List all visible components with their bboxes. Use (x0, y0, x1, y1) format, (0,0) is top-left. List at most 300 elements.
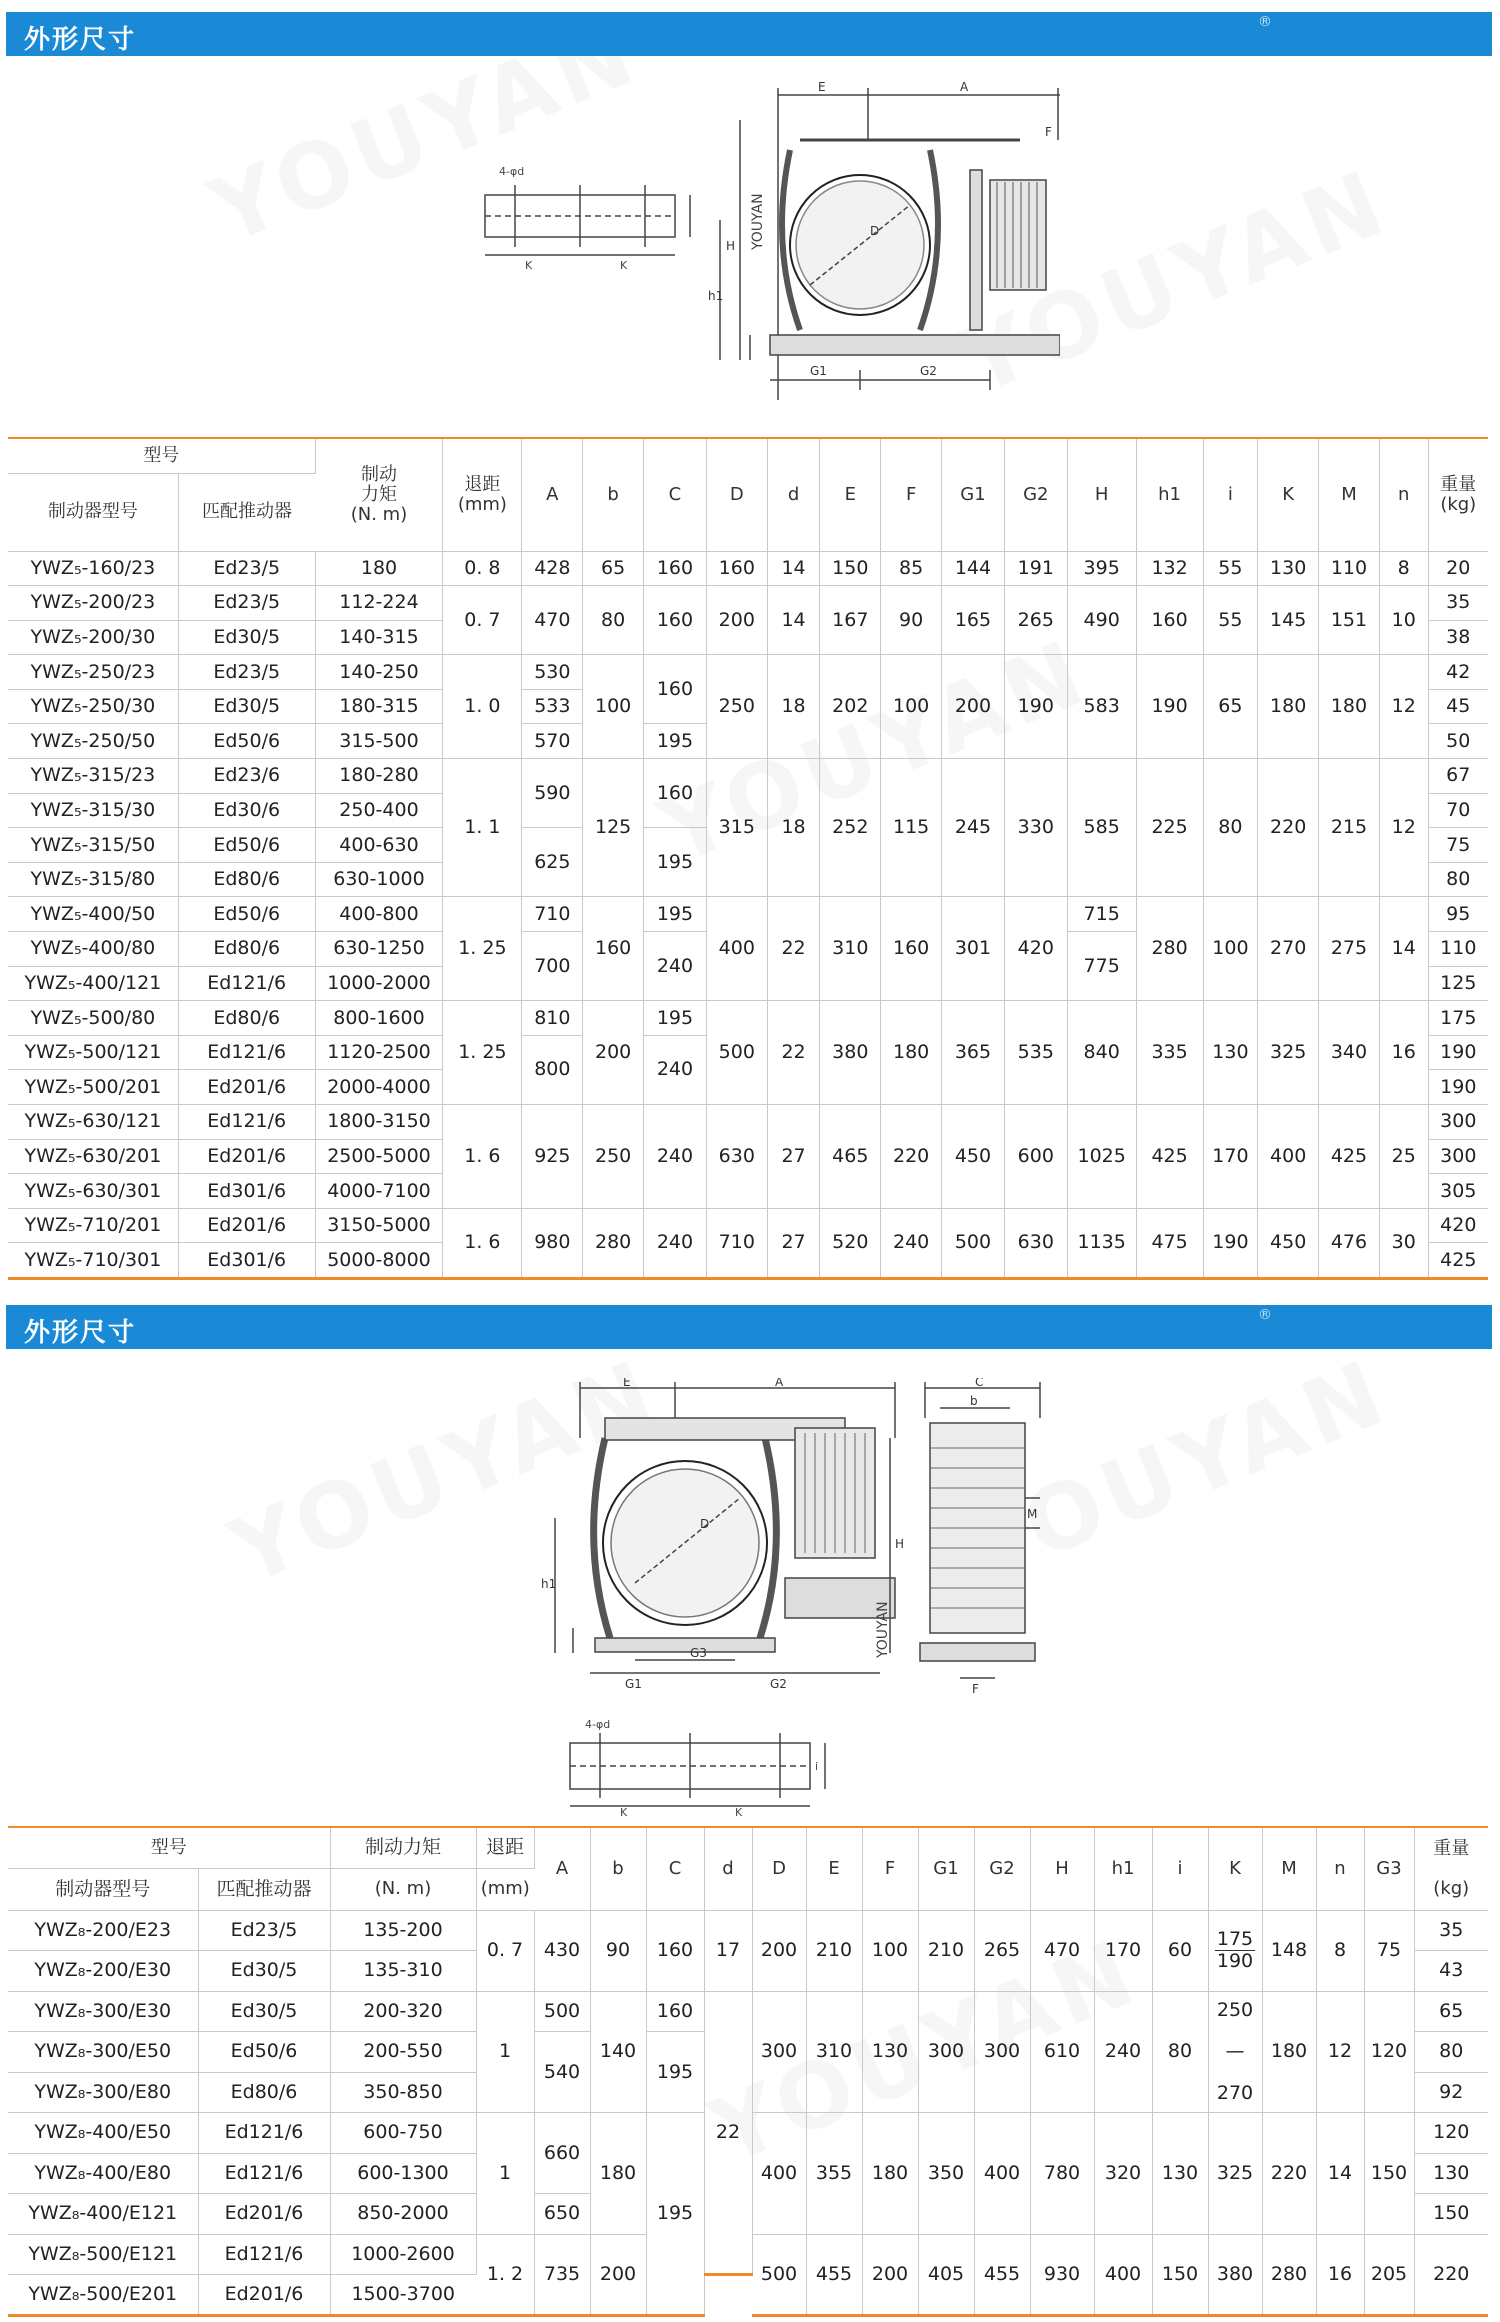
header-gap: 退距 (mm) (443, 439, 522, 551)
table-cell: Ed121/6 (198, 2234, 330, 2275)
table-cell: 200 (583, 1001, 644, 1105)
table-cell: 630 (706, 1105, 767, 1209)
table-cell: 395 (1067, 551, 1136, 586)
table-cell: 180 (1319, 655, 1380, 759)
table-cell: 110 (1428, 932, 1488, 967)
table-cell: 80 (1152, 1991, 1208, 2113)
table-cell: 60 (1152, 1910, 1208, 1991)
table-cell: 191 (1004, 551, 1067, 586)
table-cell: 1500-3700 (330, 2275, 476, 2316)
table-cell: 22 (767, 1001, 820, 1105)
registered-mark: ® (1258, 14, 1272, 30)
table-cell: 1000-2000 (315, 966, 443, 1001)
table-cell: 45 (1428, 689, 1488, 724)
table-cell: 1. 0 (443, 655, 522, 759)
table-cell: Ed201/6 (178, 1139, 315, 1174)
table-cell: 170 (1094, 1910, 1152, 1991)
table-cell: 280 (583, 1208, 644, 1277)
table-cell: 90 (881, 586, 942, 655)
table-cell: 320 (1094, 2113, 1152, 2235)
header-torque: 制动 力矩 (N. m) (315, 439, 443, 551)
table-cell: 735 (534, 2234, 590, 2315)
table-cell: 840 (1067, 1001, 1136, 1105)
table-cell: 1000-2600 (330, 2234, 476, 2275)
registered-mark: ® (1258, 1307, 1272, 1323)
table-cell: 630 (1004, 1208, 1067, 1277)
header-pusher: 匹配推动器 (198, 1868, 330, 1910)
header-gap-unit: (mm) (476, 1868, 534, 1910)
table-cell: 500 (706, 1001, 767, 1105)
table-cell: 130 (1203, 1001, 1258, 1105)
table-cell: 27 (767, 1208, 820, 1277)
table-cell: 252 (820, 759, 881, 897)
table-cell: YWZ₈-300/E80 (8, 2072, 198, 2113)
table-cell: 310 (806, 1991, 862, 2113)
table-cell: 180 (881, 1001, 942, 1105)
dim-c: C (975, 1378, 984, 1389)
table-cell: YWZ₈-300/E50 (8, 2032, 198, 2073)
table-cell: 265 (1004, 586, 1067, 655)
dim-g2: G2 (770, 1677, 787, 1691)
table-cell: 400-800 (315, 897, 443, 932)
table-cell: 420 (1004, 897, 1067, 1001)
table-cell: YWZ₅-630/201 (8, 1139, 178, 1174)
table-cell: YWZ₈-400/E80 (8, 2153, 198, 2194)
table-cell: 600-1300 (330, 2153, 476, 2194)
table-cell: YWZ₅-250/23 (8, 655, 178, 690)
table-cell: 220 (1414, 2234, 1488, 2315)
table-cell: 630-1000 (315, 862, 443, 897)
dim-k: K (735, 1806, 743, 1818)
table-cell: 2000-4000 (315, 1070, 443, 1105)
table-cell: 115 (881, 759, 942, 897)
table-cell: 170 (1203, 1105, 1258, 1209)
brake-front-drawing (535, 1378, 905, 1708)
table-cell: 80 (1428, 862, 1488, 897)
table-cell: 630-1250 (315, 932, 443, 967)
table-cell: 400 (752, 2113, 806, 2235)
table-cell: 980 (522, 1208, 583, 1277)
header-col: F (862, 1828, 918, 1910)
table-cell: YWZ₅-710/201 (8, 1208, 178, 1243)
table-cell: 195 (644, 1001, 707, 1036)
table-cell: 202 (820, 655, 881, 759)
dim-b: b (970, 1394, 978, 1408)
table-cell: 350-850 (330, 2072, 476, 2113)
table-cell: 450 (942, 1105, 1005, 1209)
table-cell: YWZ₅-500/121 (8, 1035, 178, 1070)
dim-g2: G2 (920, 364, 937, 378)
table-cell: Ed30/5 (198, 1991, 330, 2032)
table-cell: 180 (315, 551, 443, 586)
table-cell: 120 (1414, 2113, 1488, 2154)
table-cell: 3150-5000 (315, 1208, 443, 1243)
table-cell: 650 (534, 2194, 590, 2235)
table-cell: 22 (704, 1991, 752, 2275)
table-cell: 200-550 (330, 2032, 476, 2073)
table-cell: 350 (918, 2113, 974, 2235)
table-cell: 400 (974, 2113, 1030, 2235)
table-cell: 195 (646, 2032, 704, 2113)
table-cell: Ed121/6 (178, 1035, 315, 1070)
table-cell: 425 (1428, 1243, 1488, 1278)
table-cell: 85 (881, 551, 942, 586)
header-col: A (522, 439, 583, 551)
table-cell: 92 (1414, 2072, 1488, 2113)
table-cell: YWZ₈-400/E50 (8, 2113, 198, 2154)
table-cell: 150 (820, 551, 881, 586)
header-pusher: 匹配推动器 (178, 473, 315, 551)
table-cell: 590 (522, 759, 583, 828)
table-cell: 195 (646, 2113, 704, 2316)
table-cell: 425 (1319, 1105, 1380, 1209)
table-cell: YWZ₅-315/50 (8, 828, 178, 863)
table-cell: 340 (1319, 1001, 1380, 1105)
table-cell: 65 (583, 551, 644, 586)
table-cell: 300 (918, 1991, 974, 2113)
table-cell: 240 (644, 1208, 707, 1277)
table-cell: 17 (704, 1910, 752, 1991)
table-cell: Ed50/6 (178, 828, 315, 863)
table-cell: 70 (1428, 793, 1488, 828)
table-cell: Ed50/6 (198, 2032, 330, 2073)
table-cell: 300 (752, 1991, 806, 2113)
table-cell: 160 (1136, 586, 1203, 655)
table-cell: 800 (522, 1035, 583, 1104)
table-cell: 20 (1428, 551, 1488, 586)
table-cell: 180 (590, 2113, 646, 2235)
table-cell: 160 (646, 1991, 704, 2032)
table-cell: 210 (918, 1910, 974, 1991)
table-cell: Ed80/6 (178, 1001, 315, 1036)
table-cell: 850-2000 (330, 2194, 476, 2235)
table-cell: 165 (942, 586, 1005, 655)
header-brake-model: 制动器型号 (8, 1868, 198, 1910)
table-cell: YWZ₅-160/23 (8, 551, 178, 586)
table-cell: 90 (590, 1910, 646, 1991)
table-cell: 535 (1004, 1001, 1067, 1105)
table-cell: Ed50/6 (178, 897, 315, 932)
table-cell: Ed201/6 (178, 1208, 315, 1243)
header-col: E (820, 439, 881, 551)
table-cell: 0. 8 (443, 551, 522, 586)
table-cell: 190 (1004, 655, 1067, 759)
table-cell: 42 (1428, 655, 1488, 690)
table-cell: 215 (1319, 759, 1380, 897)
table-cell: 12 (1379, 759, 1428, 897)
header-col: D (706, 439, 767, 551)
table-cell: Ed80/6 (198, 2072, 330, 2113)
table-cell: 325 (1258, 1001, 1319, 1105)
header-model-group: 型号 (8, 439, 315, 473)
dim-k: K (525, 259, 533, 272)
header-col: G3 (1364, 1828, 1414, 1910)
table-cell: 14 (1379, 897, 1428, 1001)
table-row (8, 551, 1488, 586)
header-weight: 重量 (kg) (1428, 439, 1488, 551)
table-cell: YWZ₅-250/50 (8, 724, 178, 759)
table-cell: 300 (974, 1991, 1030, 2113)
header-col: n (1316, 1828, 1364, 1910)
table-cell: 476 (1319, 1208, 1380, 1277)
dim-e: E (623, 1378, 631, 1389)
table-cell: YWZ₅-250/30 (8, 689, 178, 724)
table-cell: 195 (644, 897, 707, 932)
dim-d: D (700, 1517, 710, 1531)
table-cell: 140-250 (315, 655, 443, 690)
section-title: 外形尺寸 (24, 1318, 137, 1348)
header-col: G1 (942, 439, 1005, 551)
table-cell: 14 (767, 586, 820, 655)
table-cell: Ed23/6 (178, 759, 315, 794)
table-cell: 132 (1136, 551, 1203, 586)
header-col: K (1208, 1828, 1262, 1910)
table-cell: 75 (1364, 1910, 1414, 1991)
table-cell: 585 (1067, 759, 1136, 897)
table-cell: 365 (942, 1001, 1005, 1105)
table-row (8, 1208, 1488, 1243)
header-col: M (1319, 439, 1380, 551)
table-cell: 75 (1428, 828, 1488, 863)
table-cell: 710 (522, 897, 583, 932)
table-cell: 600-750 (330, 2113, 476, 2154)
table-cell: 190 (1203, 1208, 1258, 1277)
dim-m: M (1027, 1507, 1038, 1521)
section-header-1 (6, 12, 1492, 56)
table-cell: 583 (1067, 655, 1136, 759)
table-row (8, 897, 1488, 932)
table-cell: 1. 25 (443, 897, 522, 1001)
table-cell: 1. 25 (443, 1001, 522, 1105)
table-cell: 660 (534, 2113, 590, 2194)
header-col: A (534, 1828, 590, 1910)
table-cell: Ed80/6 (178, 932, 315, 967)
table-cell: 55 (1203, 586, 1258, 655)
table-cell: 200 (706, 586, 767, 655)
table-cell: 5000-8000 (315, 1243, 443, 1278)
table-cell: 27 (767, 1105, 820, 1209)
table-cell: YWZ₈-200/E30 (8, 1951, 198, 1992)
table-cell: 1. 1 (443, 759, 522, 897)
table-cell: 400 (1094, 2234, 1152, 2315)
table-cell: Ed30/5 (198, 1951, 330, 1992)
table-cell: 301 (942, 897, 1005, 1001)
header-brake-model: 制动器型号 (8, 473, 178, 551)
table-cell: Ed23/5 (178, 655, 315, 690)
header-col: G2 (1004, 439, 1067, 551)
table-cell: 400 (1258, 1105, 1319, 1209)
k-fraction: 175 190 (1208, 1910, 1262, 1991)
table-cell: 160 (583, 897, 644, 1001)
table-cell: 250-400 (315, 793, 443, 828)
table-cell: 240 (1094, 1991, 1152, 2113)
table-cell: 167 (820, 586, 881, 655)
spec-table-2 (8, 1828, 1488, 2317)
table-cell: 120 (1364, 1991, 1414, 2113)
table-cell: 151 (1319, 586, 1380, 655)
table-cell: 200 (590, 2234, 646, 2315)
table-cell: 25 (1379, 1105, 1428, 1209)
table-cell: 520 (820, 1208, 881, 1277)
table-cell: 315 (706, 759, 767, 897)
table-cell: 1135 (1067, 1208, 1136, 1277)
table-cell: 420 (1428, 1208, 1488, 1243)
base-plate-drawing (560, 1718, 840, 1818)
table-cell: 55 (1203, 551, 1258, 586)
table-cell: Ed201/6 (178, 1070, 315, 1105)
k-range: 250 — 270 (1208, 1991, 1262, 2113)
table-cell: 16 (1316, 2234, 1364, 2315)
header-col: F (881, 439, 942, 551)
table-cell: 160 (706, 551, 767, 586)
table-cell: 450 (1258, 1208, 1319, 1277)
table-cell: 205 (1364, 2234, 1414, 2315)
table-cell: YWZ₈-500/E201 (8, 2275, 198, 2316)
table-cell: 270 (1258, 897, 1319, 1001)
table-cell: 240 (881, 1208, 942, 1277)
table-cell: 315-500 (315, 724, 443, 759)
section-header-2 (6, 1305, 1492, 1349)
table-cell: 500 (752, 2234, 806, 2315)
table-cell: 470 (522, 586, 583, 655)
header-torque: 制动力矩 (330, 1828, 476, 1868)
table-cell: Ed121/6 (198, 2113, 330, 2154)
table-cell: 12 (1379, 655, 1428, 759)
table-row (8, 1991, 1488, 2032)
table-cell: 245 (942, 759, 1005, 897)
header-col: C (644, 439, 707, 551)
table-cell: 355 (806, 2113, 862, 2235)
table-cell: 195 (644, 828, 707, 897)
table-cell: YWZ₈-500/E121 (8, 2234, 198, 2275)
table-cell: 490 (1067, 586, 1136, 655)
dim-k: K (620, 259, 628, 272)
table-cell: YWZ₅-630/301 (8, 1174, 178, 1209)
section-title: 外形尺寸 (24, 25, 137, 55)
table-cell: 465 (820, 1105, 881, 1209)
table-cell: 14 (767, 551, 820, 586)
dim-k: K (620, 1806, 628, 1818)
header-col: b (583, 439, 644, 551)
table-cell: 700 (522, 932, 583, 1001)
table-cell: 80 (1414, 2032, 1488, 2073)
table-cell: 310 (820, 897, 881, 1001)
brand-mark: YOUYAN (875, 1601, 891, 1658)
header-torque-unit: (N. m) (330, 1868, 476, 1910)
table-cell: 95 (1428, 897, 1488, 932)
table-cell: 10 (1379, 586, 1428, 655)
table-cell: YWZ₈-300/E30 (8, 1991, 198, 2032)
table-cell: Ed121/6 (178, 1105, 315, 1140)
table-cell: 190 (1428, 1035, 1488, 1070)
table-cell: 405 (918, 2234, 974, 2315)
table-row (8, 1001, 1488, 1036)
table-cell: 400-630 (315, 828, 443, 863)
table-cell: 14 (1316, 2113, 1364, 2235)
header-col: d (767, 439, 820, 551)
table-cell: 470 (1030, 1910, 1094, 1991)
table-cell: 130 (1152, 2113, 1208, 2235)
table-cell: 148 (1262, 1910, 1316, 1991)
table-cell: 0. 7 (443, 586, 522, 655)
table-cell: YWZ₈-400/E121 (8, 2194, 198, 2235)
table-cell: 240 (644, 1035, 707, 1104)
table-cell: 18 (767, 655, 820, 759)
table-cell: 100 (862, 1910, 918, 1991)
table-cell: 100 (583, 655, 644, 759)
table-cell: 160 (644, 655, 707, 724)
table-cell: 180 (862, 2113, 918, 2235)
table-cell: 540 (534, 2032, 590, 2113)
table-cell: 100 (1203, 897, 1258, 1001)
table-cell: 110 (1319, 551, 1380, 586)
table-cell: 220 (1258, 759, 1319, 897)
header-col: E (806, 1828, 862, 1910)
table-cell: 570 (522, 724, 583, 759)
table-cell: Ed121/6 (198, 2153, 330, 2194)
table-cell: YWZ₅-315/23 (8, 759, 178, 794)
table-cell: 35 (1428, 586, 1488, 621)
brand-mark: YOUYAN (750, 193, 766, 250)
header-col: H (1067, 439, 1136, 551)
table-cell: 380 (820, 1001, 881, 1105)
table-cell: Ed30/5 (178, 620, 315, 655)
table-cell: 38 (1428, 620, 1488, 655)
table-cell: 200-320 (330, 1991, 476, 2032)
table-cell: 50 (1428, 724, 1488, 759)
table-cell: 300 (1428, 1105, 1488, 1140)
table-cell: 160 (644, 551, 707, 586)
base-plate-drawing (465, 165, 695, 275)
table-cell: Ed50/6 (178, 724, 315, 759)
table-cell: 220 (1262, 2113, 1316, 2235)
header-col: M (1262, 1828, 1316, 1910)
table-cell: 80 (1203, 759, 1258, 897)
dim-g1: G1 (625, 1677, 642, 1691)
table-cell: 925 (522, 1105, 583, 1209)
table-cell: 775 (1067, 932, 1136, 1001)
table-cell: 150 (1364, 2113, 1414, 2235)
table-cell: 430 (534, 1910, 590, 1991)
table-cell: Ed301/6 (178, 1174, 315, 1209)
table-cell: 160 (644, 586, 707, 655)
table-cell: 65 (1203, 655, 1258, 759)
table-cell: 428 (522, 551, 583, 586)
table-cell: 16 (1379, 1001, 1428, 1105)
table-cell: 275 (1319, 897, 1380, 1001)
table-cell: 455 (974, 2234, 1030, 2315)
table-cell: 65 (1414, 1991, 1488, 2032)
table-cell: 810 (522, 1001, 583, 1036)
table-cell: Ed30/5 (178, 689, 315, 724)
dim-h1: h1 (708, 289, 724, 303)
table-cell: 240 (644, 1105, 707, 1209)
header-col: h1 (1094, 1828, 1152, 1910)
table-cell: YWZ₅-630/121 (8, 1105, 178, 1140)
table-cell: 330 (1004, 759, 1067, 897)
table-cell: 325 (1208, 2113, 1262, 2235)
table-cell: YWZ₅-500/201 (8, 1070, 178, 1105)
table-cell: 1. 6 (443, 1105, 522, 1209)
header-col: G2 (974, 1828, 1030, 1910)
table-cell: 800-1600 (315, 1001, 443, 1036)
table-cell: 140 (590, 1991, 646, 2113)
table-row (8, 759, 1488, 794)
table-cell: 112-224 (315, 586, 443, 621)
table-cell: 300 (1428, 1139, 1488, 1174)
dim-e: E (818, 80, 826, 94)
dim-a: A (775, 1378, 784, 1389)
